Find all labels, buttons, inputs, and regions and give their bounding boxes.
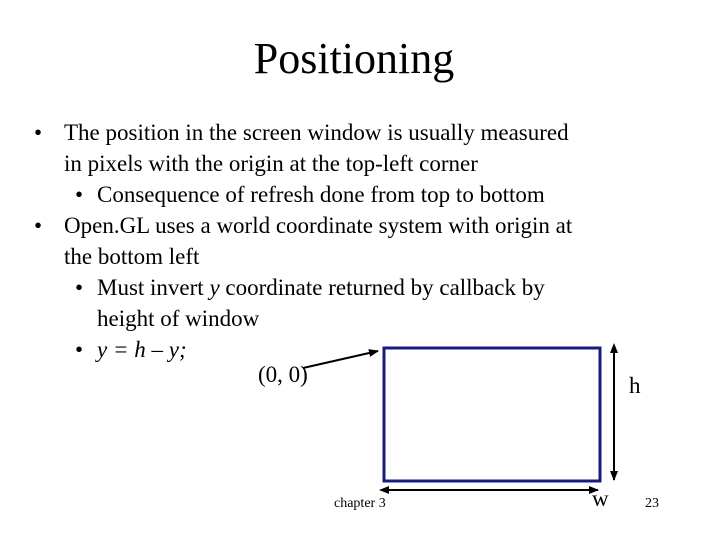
origin-label: (0, 0): [258, 362, 308, 387]
footer-page-number: 23: [645, 496, 659, 511]
sub-bullet-dot: •: [75, 182, 84, 207]
sub-bullet-dot: •: [75, 337, 84, 362]
bullet-2-sub-2-formula: y = h – y;: [97, 337, 187, 362]
bullet-1-line-1: The position in the screen window is usually measured: [64, 120, 569, 145]
bullet-dot: •: [34, 120, 43, 145]
variable-y: y: [209, 275, 220, 300]
text-fragment: Must invert: [97, 275, 210, 300]
width-label: w: [592, 486, 609, 511]
sub-bullet-dot: •: [75, 275, 84, 300]
bullet-2-line-2: the bottom left: [64, 244, 200, 269]
bullet-1-sub-1: Consequence of refresh done from top to bottom: [97, 182, 545, 207]
text-fragment: coordinate returned by callback by: [219, 275, 545, 300]
bullet-2-sub-1-line-2: height of window: [97, 306, 260, 331]
screen-window-rect: [384, 348, 600, 481]
bullet-2-line-1: Open.GL uses a world coordinate system with origin at: [64, 213, 573, 238]
origin-arrow: [303, 351, 378, 368]
bullet-1-line-2: in pixels with the origin at the top-left corner: [64, 151, 478, 176]
bullet-dot: •: [34, 213, 43, 238]
slide-title: Positioning: [253, 34, 455, 83]
height-label: h: [629, 373, 641, 398]
footer-chapter: chapter 3: [334, 496, 386, 511]
